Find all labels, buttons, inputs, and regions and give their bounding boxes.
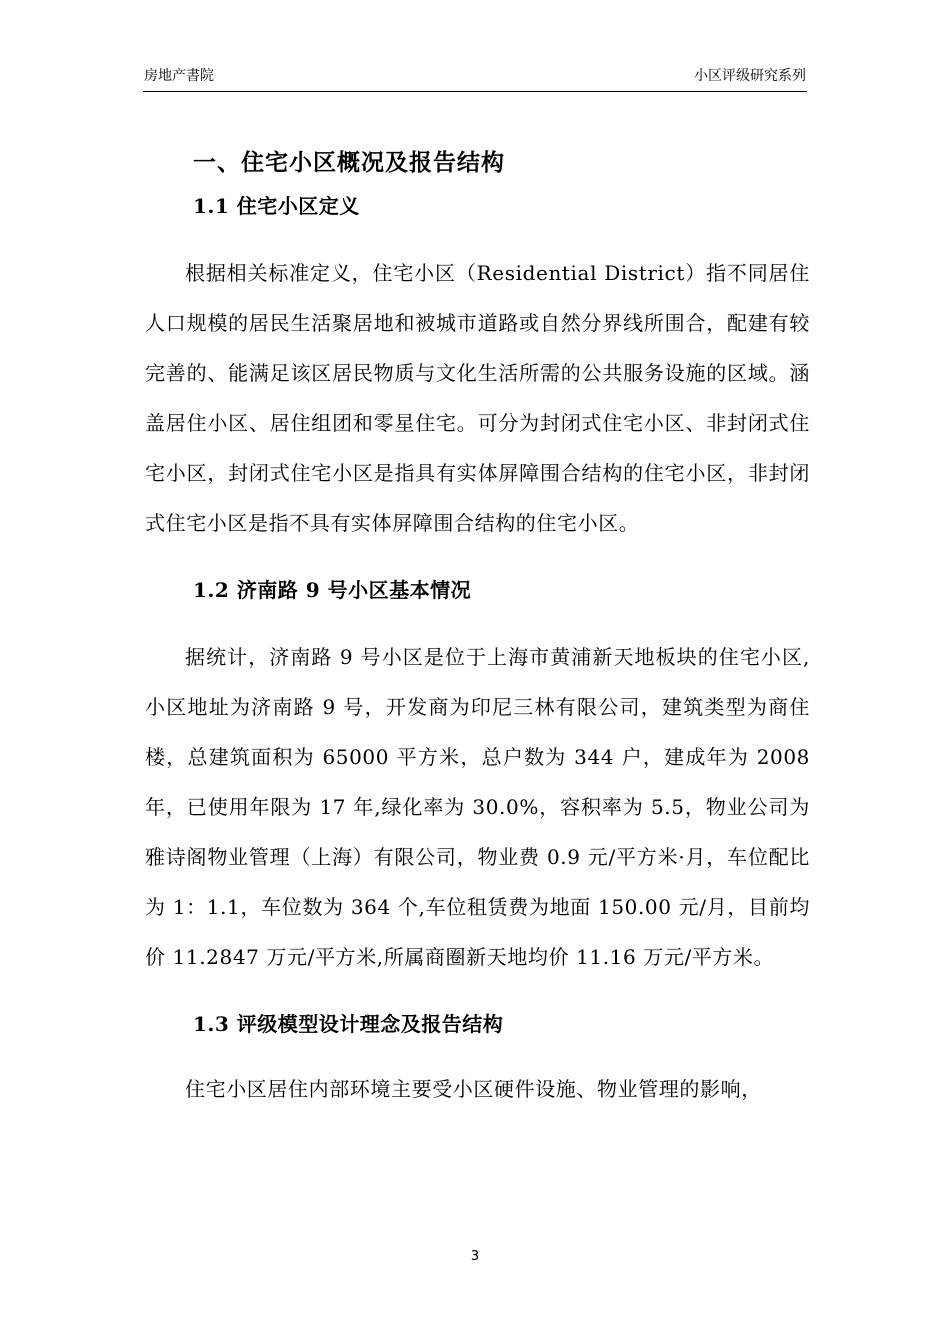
section-heading-1-2: 1.2 济南路 9 号小区基本情况 (193, 578, 472, 602)
page-number: 3 (470, 1249, 480, 1264)
chapter-title: 一、住宅小区概况及报告结构 (193, 149, 505, 176)
section-heading-1-1: 1.1 住宅小区定义 (193, 194, 360, 218)
paragraph-community-overview: 据统计，济南路 9 号小区是位于上海市黄浦新天地板块的住宅小区,小区地址为济南路 9 号，开发商为印尼三林有限公司，建筑类型为商住楼，总建筑面积为 65000 平方米，总户数为 344 户，建成年为 2008 年，已使用年限为 17 年,绿化率为 30.0%，容积率为 5.5，物业公司为雅诗阁物业管理（上海）有限公司，物业费 0.9 元/平方米·月，车位配比为 1：1.1，车位数为 364 个,车位租赁费为地面 150.00 元/月，目前均价 11.2847 万元/平方米,所属商圈新天地均价 11.16 万元/平方米。 (145, 645, 810, 969)
paragraph-model-design: 住宅小区居住内部环境主要受小区硬件设施、物业管理的影响， (185, 1077, 762, 1101)
header-right-text: 小区评级研究系列 (694, 68, 806, 84)
header-left-text: 房地产書院 (144, 68, 214, 84)
document-body (145, 140, 810, 1114)
section-heading-1-3: 1.3 评级模型设计理念及报告结构 (193, 1012, 504, 1036)
header-divider (143, 91, 807, 92)
paragraph-residential-definition: 根据相关标准定义，住宅小区（Residential District）指不同居住人口规模的居民生活聚居地和被城市道路或自然分界线所围合，配建有较完善的、能满足该区居民物质与文化生活所需的公共服务设施的区域。涵盖居住小区、居住组团和零星住宅。可分为封闭式住宅小区、非封闭式住宅小区，封闭式住宅小区是指具有实体屏障围合结构的住宅小区，非封闭式住宅小区是指不具有实体屏障围合结构的住宅小区。 (145, 261, 810, 535)
